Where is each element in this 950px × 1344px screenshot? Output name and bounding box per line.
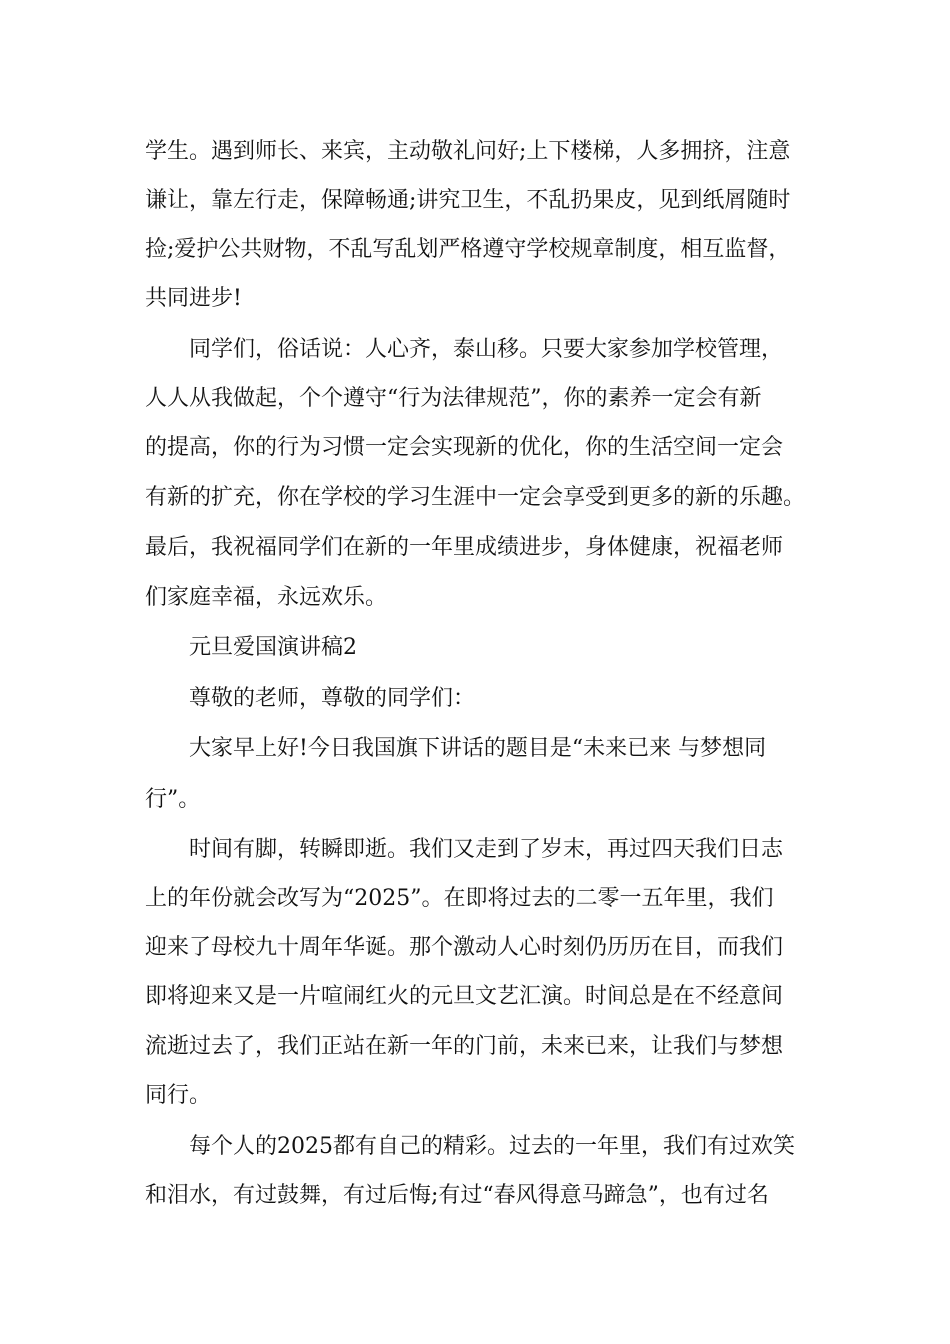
- section-heading: 元旦爱国演讲稿2: [189, 635, 357, 660]
- text-line: 最后，我祝福同学们在新的一年里成绩进步，身体健康，祝福老师: [145, 535, 784, 560]
- text-line: 人人从我做起，个个遵守“行为法律规范”，你的素养一定会有新: [145, 386, 762, 411]
- text-line: 行”。: [145, 787, 201, 812]
- text-line: 有新的扩充，你在学校的学习生涯中一定会享受到更多的新的乐趣。: [145, 485, 806, 510]
- paragraph-first-line: 同学们，俗话说：人心齐，泰山移。只要大家参加学校管理，: [189, 337, 784, 362]
- text-line: 流逝过去了，我们正站在新一年的门前，未来已来，让我们与梦想: [145, 1034, 784, 1059]
- text-line: 的提高，你的行为习惯一定会实现新的优化，你的生活空间一定会: [145, 435, 784, 460]
- text-line: 共同进步!: [145, 286, 242, 311]
- text-line: 同行。: [145, 1083, 212, 1108]
- text-line: 和泪水，有过鼓舞，有过后悔;有过“春风得意马蹄急”，也有过名: [145, 1183, 769, 1208]
- text-line: 们家庭幸福，永远欢乐。: [145, 585, 388, 610]
- text-line: 迎来了母校九十周年华诞。那个激动人心时刻仍历历在目，而我们: [145, 935, 784, 960]
- text-line: 上的年份就会改写为“2025”。在即将过去的二零一五年里，我们: [145, 886, 774, 911]
- paragraph-first-line: 时间有脚，转瞬即逝。我们又走到了岁末，再过四天我们日志: [189, 837, 784, 862]
- text-line: 即将迎来又是一片喧闹红火的元旦文艺汇演。时间总是在不经意间: [145, 984, 784, 1009]
- text-line: 谦让，靠左行走，保障畅通;讲究卫生，不乱扔果皮，见到纸屑随时: [145, 188, 791, 213]
- paragraph-first-line: 大家早上好!今日我国旗下讲话的题目是“未来已来 与梦想同: [189, 736, 767, 761]
- salutation: 尊敬的老师，尊敬的同学们：: [189, 686, 476, 711]
- text-line: 捡;爱护公共财物，不乱写乱划严格遵守学校规章制度，相互监督，: [145, 237, 791, 262]
- text-line: 学生。遇到师长、来宾，主动敬礼问好;上下楼梯，人多拥挤，注意: [145, 139, 791, 164]
- paragraph-first-line: 每个人的2025都有自己的精彩。过去的一年里，我们有过欢笑: [189, 1134, 795, 1159]
